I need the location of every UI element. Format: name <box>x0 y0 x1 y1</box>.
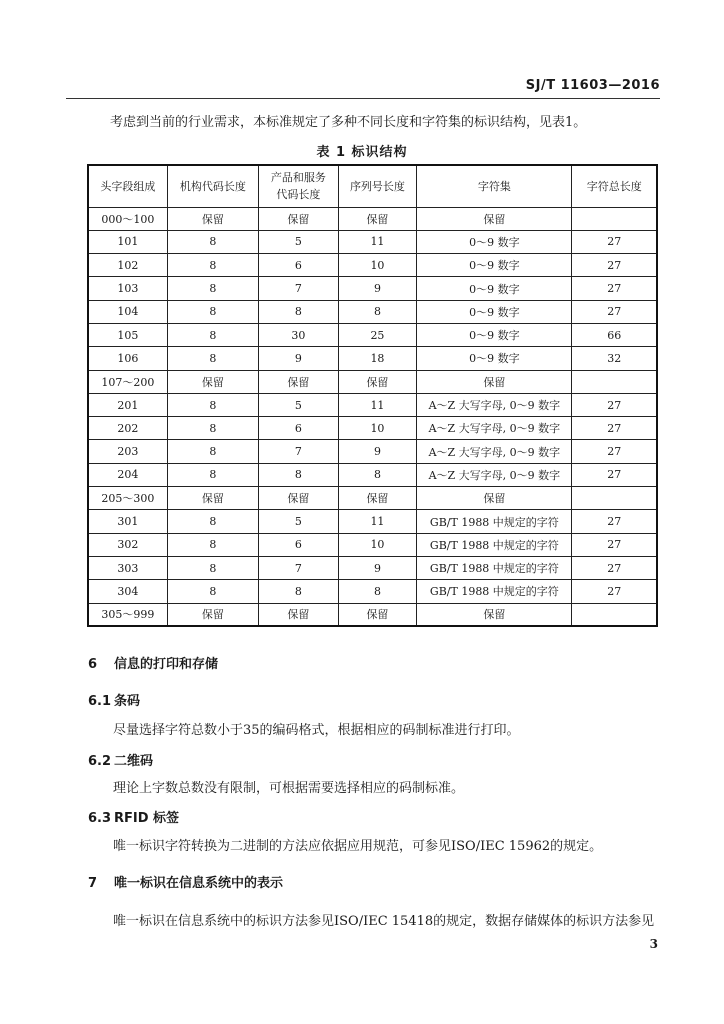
header-cell: 机构代码长度 <box>167 165 258 207</box>
table-cell: 8 <box>167 393 258 416</box>
table-cell: 32 <box>572 347 657 370</box>
table-cell: 103 <box>88 277 167 300</box>
table-cell: 8 <box>167 510 258 533</box>
table-body <box>88 207 657 626</box>
table-row <box>88 510 657 533</box>
table-cell: 30 <box>259 323 339 346</box>
table-cell: 5 <box>259 393 339 416</box>
table-cell: GB/T 1988 中规定的字符 <box>417 510 572 533</box>
table-cell: 27 <box>572 580 657 603</box>
table-row <box>88 556 657 579</box>
table-cell: 保留 <box>417 370 572 393</box>
table-cell: 9 <box>338 556 417 579</box>
table-cell: 27 <box>572 230 657 253</box>
section-title: 唯一标识在信息系统中的表示 <box>114 876 284 891</box>
table-cell: 8 <box>167 440 258 463</box>
table-cell: 7 <box>259 556 339 579</box>
header-standard-code: SJ/T 11603—2016 <box>525 78 660 93</box>
header-cell-text: 产品和服务代码长度 <box>270 171 326 202</box>
table-cell: 8 <box>338 463 417 486</box>
table-cell: 0～9 数字 <box>417 323 572 346</box>
table-cell: 0～9 数字 <box>417 277 572 300</box>
table-cell: 保留 <box>338 370 417 393</box>
table-cell: 8 <box>259 463 339 486</box>
section-7-heading <box>88 872 283 891</box>
table-cell: 6 <box>259 254 339 277</box>
table-cell: 27 <box>572 393 657 416</box>
table-cell: 8 <box>167 580 258 603</box>
table-cell: A～Z 大写字母, 0～9 数字 <box>417 463 572 486</box>
section-6-2-body: 理论上字数总数没有限制，可根据需要选择相应的码制标准。 <box>113 781 465 796</box>
table-cell: 8 <box>167 277 258 300</box>
table-row <box>88 603 657 626</box>
table-cell: 8 <box>167 417 258 440</box>
header-cell: 字符集 <box>417 165 572 207</box>
section-number: 6.1 <box>88 694 112 709</box>
table-cell: 11 <box>338 230 417 253</box>
table-cell: 0～9 数字 <box>417 347 572 370</box>
table-cell: 201 <box>88 393 167 416</box>
table-cell: 27 <box>572 300 657 323</box>
table-cell: 8 <box>167 323 258 346</box>
header-rule <box>66 98 660 99</box>
table-cell: 保留 <box>338 207 417 230</box>
table-cell: 5 <box>259 510 339 533</box>
table-cell: 保留 <box>338 487 417 510</box>
table-row <box>88 533 657 556</box>
table-row <box>88 300 657 323</box>
table-cell: 27 <box>572 277 657 300</box>
table-cell: 102 <box>88 254 167 277</box>
table-cell: 8 <box>338 300 417 323</box>
table-cell: 304 <box>88 580 167 603</box>
table-cell <box>572 370 657 393</box>
section-number: 6.3 <box>88 811 112 826</box>
table-cell: 8 <box>167 230 258 253</box>
section-6-1-heading <box>88 690 140 709</box>
table-cell: 27 <box>572 510 657 533</box>
table-cell: 保留 <box>259 370 339 393</box>
section-6-heading <box>88 653 218 672</box>
section-title: 二维码 <box>114 754 154 769</box>
header-cell <box>259 165 339 207</box>
table-cell: 27 <box>572 463 657 486</box>
table-cell: 保留 <box>259 487 339 510</box>
table-row <box>88 277 657 300</box>
table-cell: 保留 <box>167 370 258 393</box>
table-cell: 000～100 <box>88 207 167 230</box>
table-cell: 202 <box>88 417 167 440</box>
table-row <box>88 207 657 230</box>
table-cell: 27 <box>572 533 657 556</box>
table-cell: 11 <box>338 510 417 533</box>
table-cell: 302 <box>88 533 167 556</box>
section-title: 条码 <box>114 694 141 709</box>
table-title: 表 1 标识结构 <box>316 145 408 160</box>
header-cell: 头字段组成 <box>88 165 167 207</box>
section-7-body: 唯一标识在信息系统中的标识方法参见ISO/IEC 15418的规定，数据存储媒体的标识方法参见 <box>113 914 655 929</box>
table-cell: 27 <box>572 440 657 463</box>
table-cell <box>572 207 657 230</box>
table-cell: 保留 <box>167 603 258 626</box>
table-cell: A～Z 大写字母, 0～9 数字 <box>417 417 572 440</box>
identification-structure-table <box>87 164 658 627</box>
header-cell: 字符总长度 <box>572 165 657 207</box>
table-cell: 205～300 <box>88 487 167 510</box>
page-number: 3 <box>649 937 658 951</box>
table-cell: 8 <box>167 533 258 556</box>
table-cell: A～Z 大写字母, 0～9 数字 <box>417 440 572 463</box>
table-row <box>88 370 657 393</box>
table-cell: 6 <box>259 417 339 440</box>
section-6-3-heading <box>88 807 179 826</box>
section-6-1-body: 尽量选择字符总数小于35的编码格式，根据相应的码制标准进行打印。 <box>113 723 520 738</box>
table-cell: 10 <box>338 533 417 556</box>
table-cell: 8 <box>167 254 258 277</box>
table-row <box>88 440 657 463</box>
table-cell: A～Z 大写字母, 0～9 数字 <box>417 393 572 416</box>
table-row <box>88 254 657 277</box>
table-cell: 10 <box>338 417 417 440</box>
section-6-2-heading <box>88 750 153 769</box>
table-cell: 7 <box>259 277 339 300</box>
table-cell: 105 <box>88 323 167 346</box>
table-row <box>88 487 657 510</box>
table-cell: GB/T 1988 中规定的字符 <box>417 556 572 579</box>
table-cell: 18 <box>338 347 417 370</box>
table-header-row <box>88 165 657 207</box>
table-row <box>88 463 657 486</box>
table-cell: 保留 <box>167 487 258 510</box>
section-number: 6 <box>88 657 98 672</box>
section-title: 信息的打印和存储 <box>114 657 219 672</box>
table-row <box>88 230 657 253</box>
table-cell: 104 <box>88 300 167 323</box>
header-cell: 序列号长度 <box>338 165 417 207</box>
table-cell: 11 <box>338 393 417 416</box>
intro-paragraph: 考虑到当前的行业需求，本标准规定了多种不同长度和字符集的标识结构，见表1。 <box>110 115 587 130</box>
table-cell: 保留 <box>167 207 258 230</box>
table-cell: 8 <box>167 347 258 370</box>
section-number: 6.2 <box>88 754 112 769</box>
table-cell: 8 <box>338 580 417 603</box>
table-cell: 303 <box>88 556 167 579</box>
table-cell: 0～9 数字 <box>417 300 572 323</box>
table-cell: 106 <box>88 347 167 370</box>
section-title: RFID 标签 <box>114 811 180 826</box>
table-cell: 305～999 <box>88 603 167 626</box>
table-row <box>88 393 657 416</box>
table-cell: 保留 <box>259 207 339 230</box>
table-cell: 27 <box>572 417 657 440</box>
table-cell: 保留 <box>259 603 339 626</box>
table-row <box>88 323 657 346</box>
table-cell: 8 <box>259 580 339 603</box>
table-cell: 8 <box>167 556 258 579</box>
table-cell: 保留 <box>417 603 572 626</box>
table-cell: 25 <box>338 323 417 346</box>
table-cell: 107～200 <box>88 370 167 393</box>
table-cell: 301 <box>88 510 167 533</box>
table-cell: 8 <box>167 463 258 486</box>
table-row <box>88 417 657 440</box>
section-6-3-body: 唯一标识字符转换为二进制的方法应依据应用规范，可参见ISO/IEC 15962的规定。 <box>113 839 603 854</box>
table-cell: 7 <box>259 440 339 463</box>
table-cell: 8 <box>259 300 339 323</box>
table-cell: 保留 <box>417 487 572 510</box>
table-cell <box>572 487 657 510</box>
table-cell <box>572 603 657 626</box>
table-cell: 0～9 数字 <box>417 254 572 277</box>
table-cell: 27 <box>572 254 657 277</box>
table-cell: 203 <box>88 440 167 463</box>
table-cell: 10 <box>338 254 417 277</box>
table-cell: 101 <box>88 230 167 253</box>
table-cell: 8 <box>167 300 258 323</box>
table-cell: 9 <box>259 347 339 370</box>
table-cell: 66 <box>572 323 657 346</box>
table-cell: 保留 <box>417 207 572 230</box>
table-cell: 5 <box>259 230 339 253</box>
table-cell: GB/T 1988 中规定的字符 <box>417 533 572 556</box>
table-row <box>88 347 657 370</box>
table-cell: GB/T 1988 中规定的字符 <box>417 580 572 603</box>
table-cell: 9 <box>338 440 417 463</box>
table-cell: 204 <box>88 463 167 486</box>
table-cell: 0～9 数字 <box>417 230 572 253</box>
table-cell: 6 <box>259 533 339 556</box>
table-cell: 9 <box>338 277 417 300</box>
table-cell: 保留 <box>338 603 417 626</box>
table-row <box>88 580 657 603</box>
table-cell: 27 <box>572 556 657 579</box>
section-number: 7 <box>88 876 98 891</box>
